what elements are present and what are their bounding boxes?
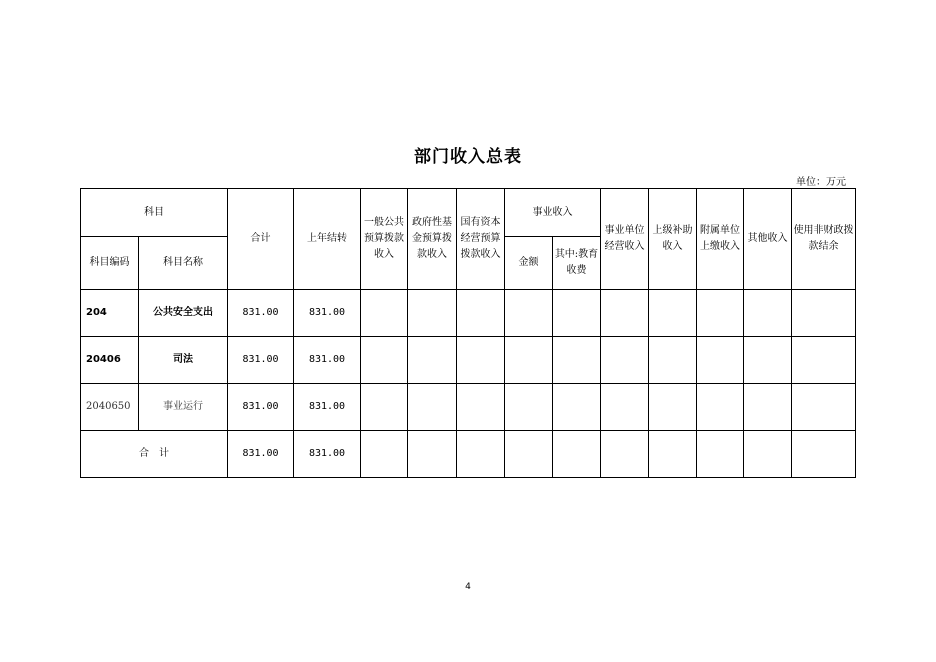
header-non-fiscal-balance: 使用非财政拨款结余 [792,189,856,290]
row-code: 20406 [81,337,139,384]
empty-cell [601,384,649,431]
empty-cell [505,290,553,337]
header-state-capital: 国有资本经营预算拨款收入 [457,189,505,290]
header-total: 合计 [228,189,294,290]
row-carryover: 831.00 [294,337,361,384]
empty-cell [649,431,697,478]
header-subject-name: 科目名称 [139,237,228,290]
header-subject-code: 科目编码 [81,237,139,290]
empty-cell [649,337,697,384]
empty-cell [601,431,649,478]
total-row-label: 合 计 [81,431,228,478]
empty-cell [744,290,792,337]
empty-cell [361,431,408,478]
table-row [81,384,856,431]
header-affiliated-unit: 附属单位上缴收入 [697,189,744,290]
empty-cell [361,290,408,337]
income-summary-table [80,188,856,478]
empty-cell [505,431,553,478]
empty-cell [697,384,744,431]
empty-cell [744,431,792,478]
total-row-carryover: 831.00 [294,431,361,478]
row-code: 2040650 [81,384,139,431]
empty-cell [649,290,697,337]
empty-cell [553,384,601,431]
empty-cell [457,431,505,478]
page-title: 部门收入总表 [414,147,522,167]
empty-cell [601,337,649,384]
empty-cell [361,384,408,431]
empty-cell [408,290,457,337]
empty-cell [553,290,601,337]
empty-cell [457,337,505,384]
empty-cell [697,290,744,337]
empty-cell [697,431,744,478]
row-name: 公共安全支出 [139,290,228,337]
total-row [81,431,856,478]
page-number: 4 [465,582,471,592]
empty-cell [505,384,553,431]
empty-cell [792,431,856,478]
row-code: 204 [81,290,139,337]
empty-cell [361,337,408,384]
empty-cell [792,384,856,431]
row-carryover: 831.00 [294,384,361,431]
empty-cell [457,384,505,431]
empty-cell [505,337,553,384]
empty-cell [553,337,601,384]
empty-cell [457,290,505,337]
total-row-total: 831.00 [228,431,294,478]
empty-cell [697,337,744,384]
empty-cell [408,384,457,431]
row-total: 831.00 [228,384,294,431]
row-total: 831.00 [228,290,294,337]
header-gov-fund: 政府性基金预算拨款收入 [408,189,457,290]
empty-cell [792,337,856,384]
empty-cell [408,431,457,478]
empty-cell [649,384,697,431]
table-row [81,290,856,337]
empty-cell [744,384,792,431]
empty-cell [792,290,856,337]
header-general-budget: 一般公共预算拨款收入 [361,189,408,290]
header-superior-subsidy: 上级补助收入 [649,189,697,290]
header-row-top [81,189,856,237]
header-business-income: 事业收入 [505,189,601,237]
header-subject: 科目 [81,189,228,237]
row-carryover: 831.00 [294,290,361,337]
header-other-income: 其他收入 [744,189,792,290]
empty-cell [408,337,457,384]
empty-cell [601,290,649,337]
row-name: 事业运行 [139,384,228,431]
empty-cell [553,431,601,478]
header-business-unit-operation: 事业单位经营收入 [601,189,649,290]
header-amount: 金额 [505,237,553,290]
unit-label: 单位：万元 [796,177,846,188]
header-of-which-education: 其中:教育收费 [553,237,601,290]
table-row [81,337,856,384]
empty-cell [744,337,792,384]
row-total: 831.00 [228,337,294,384]
row-name: 司法 [139,337,228,384]
header-last-year-carryover: 上年结转 [294,189,361,290]
